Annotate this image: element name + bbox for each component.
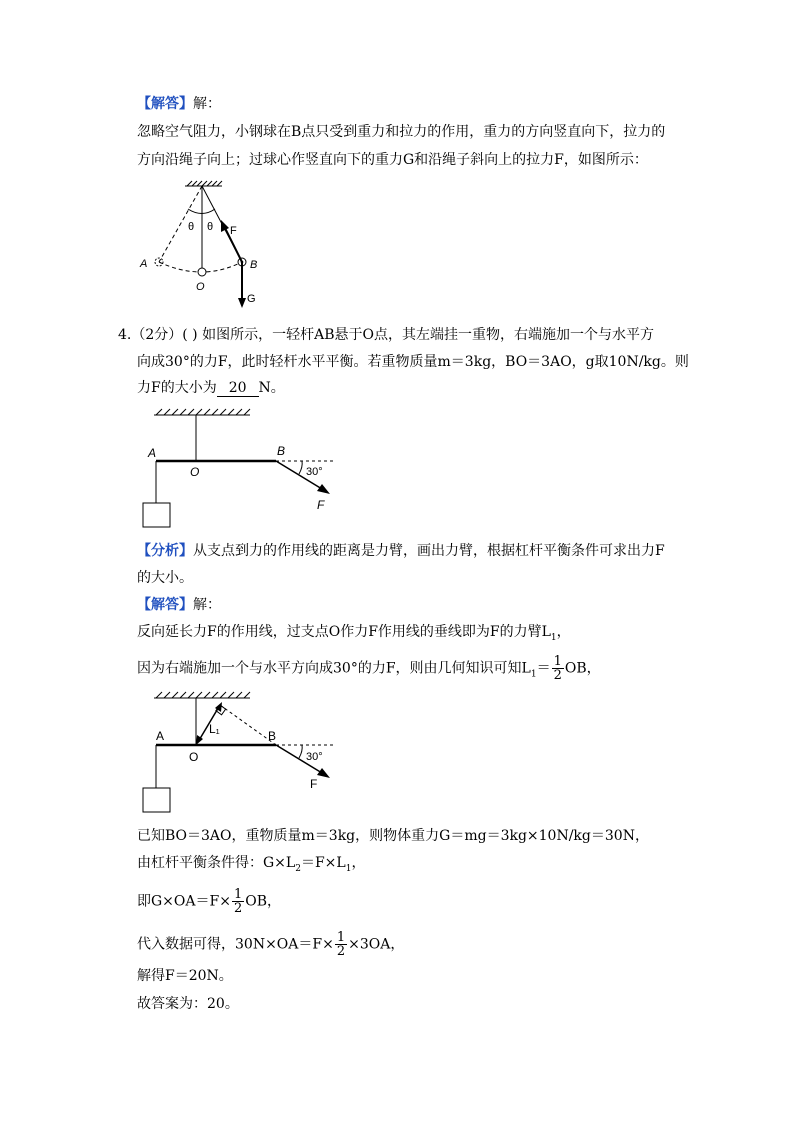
question-4-line2: 向成30°的力F，此时轻杆水平平衡。若重物质量m＝3kg，BO＝3AO，g取10N/kg。则 (137, 354, 689, 370)
label-a: A (140, 258, 148, 270)
answer-tag: 【解答】 (137, 96, 193, 112)
question-4-line1: 4.（2分）( ) 如图所示，一轻杆AB悬于O点，其左端挂一重物，右端施加一个与水平方 (118, 327, 654, 343)
label-theta-left: θ (188, 221, 195, 233)
text-line: 忽略空气阻力，小钢球在B点只受到重力和拉力的作用，重力的方向竖直向下，拉力的 (137, 124, 666, 140)
solution-heading: 【解答】解： (137, 597, 221, 613)
fraction-half: $\frac{1}{2}$ (233, 887, 243, 916)
ceiling-hatch (154, 409, 250, 415)
lever-figure (140, 405, 340, 530)
solution-tag: 【解答】 (137, 597, 193, 613)
step-5: 解得F＝20N。 (137, 968, 233, 984)
analysis-line1: 【分析】从支点到力的作用线的距离是力臂，画出力臂，根据杠杆平衡条件可求出力F (137, 543, 665, 559)
ceiling-hatch (185, 181, 222, 186)
weight-box (143, 503, 170, 527)
fraction-half: $\frac{1}{2}$ (336, 930, 346, 959)
solution-line2: 因为右端施加一个与水平方向成30°的力F，则由几何知识可知$L_1=$ $\frac{1}{2}$ OB， (137, 654, 601, 683)
label-o: O (190, 465, 200, 479)
angle-arc (299, 745, 302, 758)
label-b: B (277, 444, 286, 458)
label-a: A (148, 446, 157, 460)
label-o: O (189, 750, 199, 764)
question-4-line3: 力F的大小为 20 N。 (137, 380, 285, 396)
dashed-string-left (159, 186, 202, 262)
label-angle: 30° (306, 751, 323, 763)
force-f-arrowhead (317, 768, 330, 778)
gravity-g-arrowhead (238, 298, 246, 308)
answer-heading-1 (137, 94, 221, 114)
label-l1: L₁ (209, 722, 220, 736)
angle-arc (299, 461, 302, 474)
label-f: F (230, 225, 237, 237)
solution-line1: 反向延长力F的作用线，过支点O作力F作用线的垂线即为F的力臂$L_1$， (137, 624, 571, 643)
analysis-tag: 【分析】 (137, 543, 193, 559)
force-f-arrowhead (317, 484, 330, 494)
label-b: B (268, 729, 277, 743)
answer-tag-suffix: 解： (193, 96, 221, 112)
weight-box (143, 788, 170, 812)
ceiling-hatch (154, 692, 250, 698)
pendulum-figure (130, 178, 280, 313)
label-b: B (250, 259, 258, 271)
answer-blank: 20 (217, 380, 259, 397)
ball-o (198, 268, 206, 276)
lever-arm-figure (140, 688, 340, 816)
label-theta-right: θ (207, 221, 214, 233)
fraction-half: $\frac{1}{2}$ (553, 654, 562, 683)
step-4: 代入数据可得，30N×OA＝F× $\frac{1}{2}$ ×3OA， (137, 930, 405, 959)
label-g: G (247, 293, 256, 305)
step-3: 即G×OA＝F× $\frac{1}{2}$ OB， (137, 887, 281, 916)
label-a: A (156, 729, 165, 743)
step-1: 已知BO＝3AO，重物质量m＝3kg，则物体重力G＝mg＝3kg×10N/kg＝30N， (137, 828, 649, 844)
label-f: F (310, 777, 318, 791)
text-line: 方向沿绳子向上；过球心作竖直向下的重力G和沿绳子斜向上的拉力F，如图所示： (137, 152, 648, 168)
label-angle: 30° (306, 466, 323, 478)
step-6: 故答案为：20。 (137, 996, 239, 1012)
label-o: O (196, 281, 205, 293)
analysis-line2: 的大小。 (137, 570, 193, 586)
step-2: 由杠杆平衡条件得：$G\times L_2=F\times L_1$， (137, 855, 366, 874)
label-f: F (317, 498, 325, 512)
